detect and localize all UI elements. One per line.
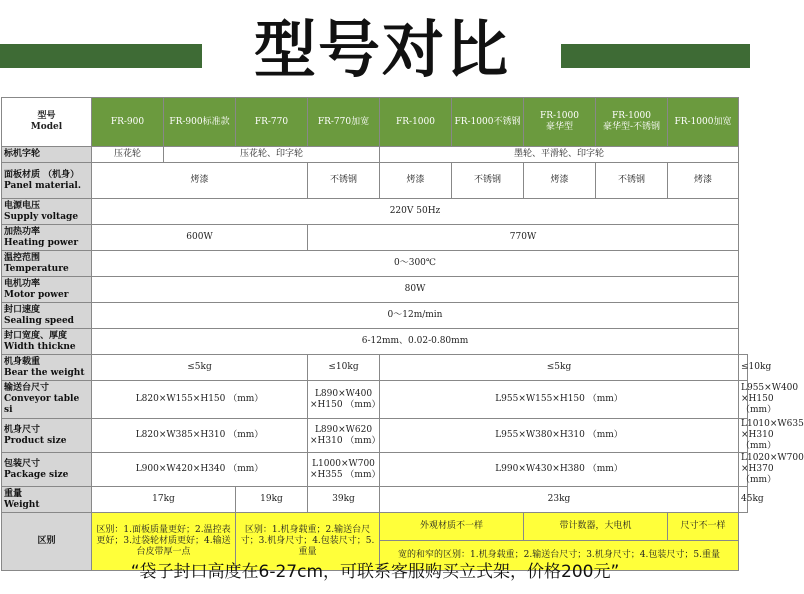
table-cell: 6-12mm、0.02-0.80mm <box>92 329 739 355</box>
table-row <box>2 277 748 303</box>
model-name: FR-900 <box>92 98 164 147</box>
table-cell: 80W <box>92 277 739 303</box>
row-label: 温控范围 Temperature <box>2 251 92 277</box>
table-cell: 烤漆 <box>92 163 308 199</box>
table-cell: 不锈钢 <box>452 163 524 199</box>
title-bar-left <box>0 44 202 68</box>
difference-note: 外观材质不一样 <box>380 513 524 541</box>
difference-row-top <box>2 513 748 541</box>
table-cell: L955×W380×H310 （mm） <box>380 419 739 453</box>
table-cell: 220V 50Hz <box>92 199 739 225</box>
table-cell: L1020×W700 ×H370 （mm） <box>739 453 748 487</box>
model-name: FR-770 <box>236 98 308 147</box>
table-cell: 墨轮、平滑轮、印字轮 <box>380 147 739 163</box>
table-cell: 23kg <box>380 487 739 513</box>
row-label: 区别 <box>2 513 92 571</box>
difference-note: 带计数器，大电机 <box>524 513 668 541</box>
table-row <box>2 381 748 419</box>
comparison-table <box>1 97 804 571</box>
table-row <box>2 329 748 355</box>
table-cell: L955×W155×H150 （mm） <box>380 381 739 419</box>
table-row <box>2 251 748 277</box>
model-name: FR-1000加宽 <box>668 98 739 147</box>
row-label: 加热功率 Heating power <box>2 225 92 251</box>
table-cell: 压花轮、印字轮 <box>164 147 380 163</box>
model-name: FR-1000 <box>380 98 452 147</box>
table-row <box>2 199 748 225</box>
page-title: 型号对比 <box>253 13 510 86</box>
table-row <box>2 355 748 381</box>
row-label: 标机字轮 <box>2 147 92 163</box>
table-cell: ≤5kg <box>92 355 308 381</box>
row-label: 机身载重 Bear the weight <box>2 355 92 381</box>
model-header-row <box>2 98 748 147</box>
table-cell: L955×W400 ×H150 （mm） <box>739 381 748 419</box>
title-bar-right <box>561 44 750 68</box>
table-cell: 19kg <box>236 487 308 513</box>
table-cell: L820×W385×H310 （mm） <box>92 419 308 453</box>
table-cell: 45kg <box>739 487 748 513</box>
difference-note: 区别：1.面板质量更好；2.温控表更好；3.过袋轮材质更好；4.输送台皮带厚一点 <box>92 513 236 571</box>
table-cell: 770W <box>308 225 739 251</box>
table-cell: 烤漆 <box>524 163 596 199</box>
table-cell: 600W <box>92 225 308 251</box>
table-cell: L900×W420×H340 （mm） <box>92 453 308 487</box>
table-cell: 烤漆 <box>668 163 739 199</box>
table-row <box>2 225 748 251</box>
table-cell: 17kg <box>92 487 236 513</box>
row-label: 包装尺寸 Package size <box>2 453 92 487</box>
row-label: 封口宽度、厚度 Width thickne <box>2 329 92 355</box>
model-label: 型号 Model <box>2 98 92 147</box>
table-row <box>2 453 748 487</box>
table-cell: ≤10kg <box>308 355 380 381</box>
row-label: 输送台尺寸 Conveyor table si <box>2 381 92 419</box>
table-row <box>2 147 748 163</box>
table-cell: 0～300℃ <box>92 251 739 277</box>
row-label: 面板材质 （机身） Panel material. <box>2 163 92 199</box>
title-banner <box>0 0 750 94</box>
row-label: 电源电压 Supply voltage <box>2 199 92 225</box>
table-cell: L1000×W700 ×H355 （mm） <box>308 453 380 487</box>
table-cell: 不锈钢 <box>308 163 380 199</box>
table-row <box>2 303 748 329</box>
table-cell: L990×W430×H380 （mm） <box>380 453 739 487</box>
table-cell: 不锈钢 <box>596 163 668 199</box>
table-cell: ≤10kg <box>739 355 748 381</box>
model-name: FR-900标准款 <box>164 98 236 147</box>
table-cell: L890×W620 ×H310 （mm） <box>308 419 380 453</box>
table-cell: L820×W155×H150 （mm） <box>92 381 308 419</box>
table-row <box>2 163 748 199</box>
row-label: 机身尺寸 Product size <box>2 419 92 453</box>
table-row <box>2 419 748 453</box>
row-label: 封口速度 Sealing speed <box>2 303 92 329</box>
table-cell: ≤5kg <box>380 355 739 381</box>
table-row <box>2 487 748 513</box>
row-label: 重量 Weight <box>2 487 92 513</box>
row-label: 电机功率 Motor power <box>2 277 92 303</box>
table-cell: 39kg <box>308 487 380 513</box>
difference-note: 尺寸不一样 <box>668 513 739 541</box>
difference-note: 区别：1.机身载重；2.输送台尺寸；3.机身尺寸；4.包装尺寸；5.重量 <box>236 513 380 571</box>
table-cell: 压花轮 <box>92 147 164 163</box>
table-cell: 0～12m/min <box>92 303 739 329</box>
model-name: FR-1000 豪华型-不锈钢 <box>596 98 668 147</box>
model-name: FR-770加宽 <box>308 98 380 147</box>
table-cell: 烤漆 <box>380 163 452 199</box>
model-name: FR-1000 豪华型 <box>524 98 596 147</box>
model-name: FR-1000不锈钢 <box>452 98 524 147</box>
table-cell: L1010×W635 ×H310 （mm） <box>739 419 748 453</box>
difference-note: 宽的和窄的区别：1.机身载重；2.输送台尺寸；3.机身尺寸；4.包装尺寸；5.重量 <box>380 541 739 571</box>
table-cell: L890×W400 ×H150 （mm） <box>308 381 380 419</box>
footer-note: “袋子封口高度在6-27cm，可联系客服购买立式架，价格200元” <box>130 562 620 582</box>
